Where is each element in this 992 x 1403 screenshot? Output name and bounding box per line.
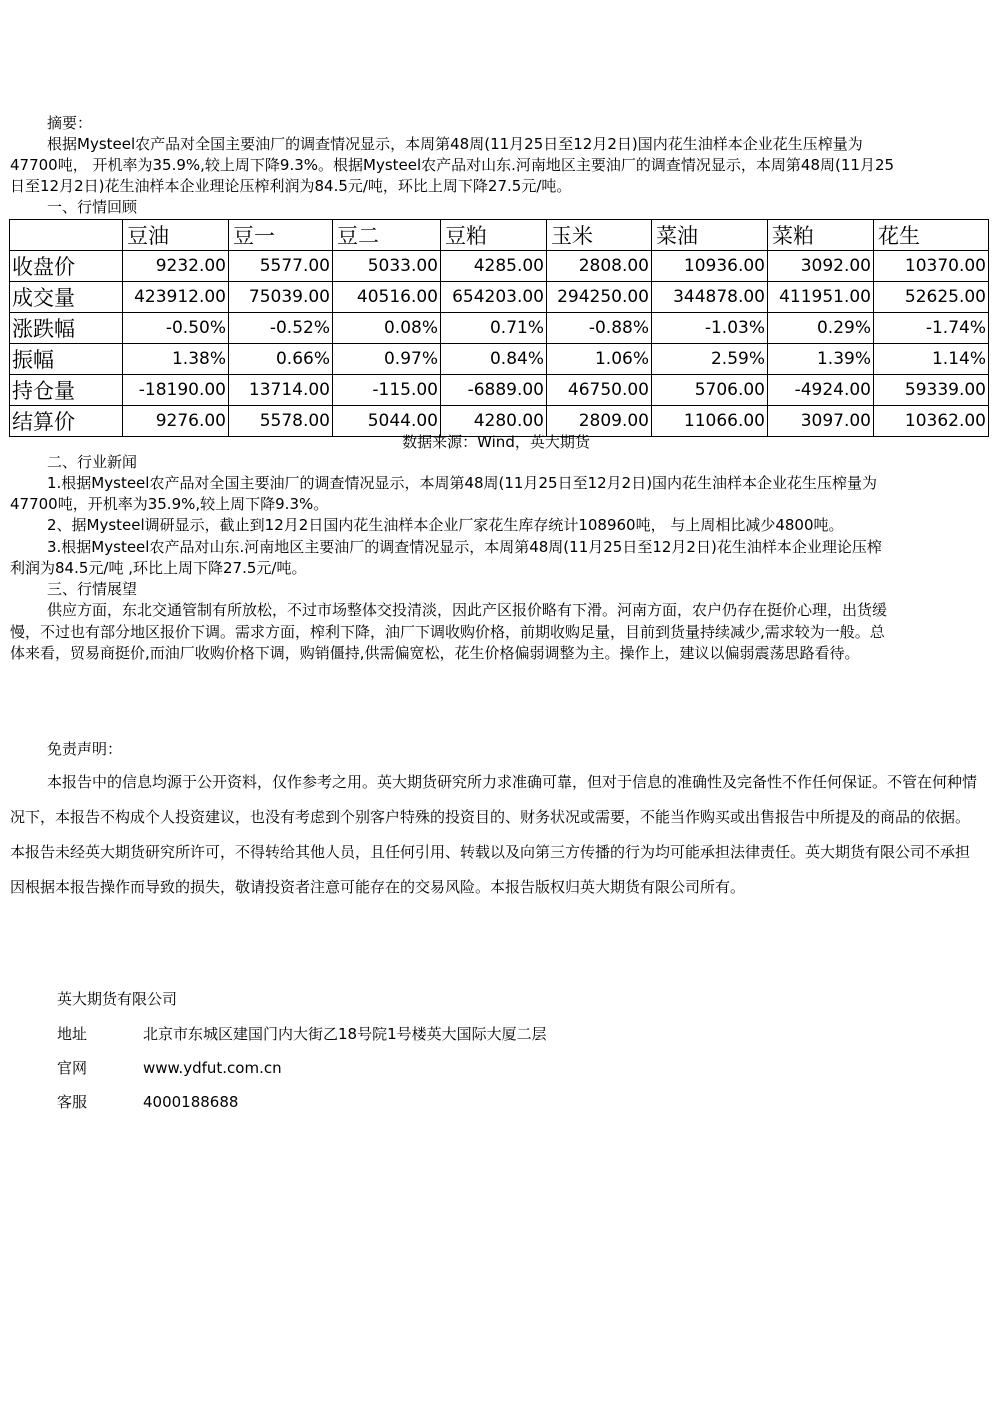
news-line: 1.根据Mysteel农产品对全国主要油厂的调查情况显示，本周第48周(11月25日至12月2日)国内花生油样本企业花生压榨量为: [47, 474, 878, 492]
table-cell: 9232.00: [123, 251, 229, 282]
column-header: 菜粕: [768, 220, 874, 251]
table-row: [10, 282, 989, 313]
table-cell: 10362.00: [874, 406, 989, 437]
table-cell: -115.00: [333, 375, 441, 406]
table-cell: 3097.00: [768, 406, 874, 437]
summary-line: 47700吨， 开机率为35.9%,较上周下降9.3%。根据Mysteel农产品对山东.河南地区主要油厂的调查情况显示，本周第48周(11月25: [10, 156, 895, 174]
news-line: 利润为84.5元/吨 ,环比上周下降27.5元/吨。: [10, 559, 307, 577]
column-header: 花生: [874, 220, 989, 251]
table-cell: 10936.00: [652, 251, 768, 282]
table-cell: 59339.00: [874, 375, 989, 406]
summary-line: 日至12月2日)花生油样本企业理论压榨利润为84.5元/吨，环比上周下降27.5元/吨。: [10, 177, 572, 195]
market-table: [9, 219, 989, 437]
column-header: 玉米: [547, 220, 652, 251]
table-cell: 2809.00: [547, 406, 652, 437]
section-title-market-review: 一、行情回顾: [47, 198, 138, 216]
service-label: 客服: [57, 1093, 88, 1111]
website-label: 官网: [57, 1059, 88, 1077]
summary-line: 根据Mysteel农产品对全国主要油厂的调查情况显示，本周第48周(11月25日至12月2日)国内花生油样本企业花生压榨量为: [47, 135, 863, 153]
table-cell: 5044.00: [333, 406, 441, 437]
service-phone: 4000188688: [143, 1093, 239, 1111]
table-cell: 10370.00: [874, 251, 989, 282]
address-label: 地址: [57, 1025, 88, 1043]
table-cell: 2808.00: [547, 251, 652, 282]
table-cell: 3092.00: [768, 251, 874, 282]
news-line: 47700吨，开机率为35.9%,较上周下降9.3%。: [10, 495, 329, 513]
table-cell: 344878.00: [652, 282, 768, 313]
table-cell: 0.84%: [441, 344, 547, 375]
company-name: 英大期货有限公司: [57, 990, 178, 1008]
table-cell: 13714.00: [229, 375, 333, 406]
table-cell: 0.71%: [441, 313, 547, 344]
table-cell: 46750.00: [547, 375, 652, 406]
contact-website: [57, 1058, 282, 1078]
table-row: [10, 344, 989, 375]
table-cell: 9276.00: [123, 406, 229, 437]
address-value: 北京市东城区建国门内大街乙18号院1号楼英大国际大厦二层: [143, 1025, 547, 1043]
table-corner-cell: [10, 220, 123, 251]
table-cell: 294250.00: [547, 282, 652, 313]
table-cell: 4285.00: [441, 251, 547, 282]
table-row: [10, 313, 989, 344]
outlook-line: 供应方面，东北交通管制有所放松，不过市场整体交投清淡，因此产区报价略有下滑。河南方面，农户仍存在挺价心理，出货缓: [47, 601, 888, 619]
table-cell: 0.66%: [229, 344, 333, 375]
table-cell: 411951.00: [768, 282, 874, 313]
table-cell: -18190.00: [123, 375, 229, 406]
table-cell: 1.38%: [123, 344, 229, 375]
website-link[interactable]: www.ydfut.com.cn: [143, 1059, 282, 1077]
table-cell: 40516.00: [333, 282, 441, 313]
table-cell: 52625.00: [874, 282, 989, 313]
data-source-note: 数据来源：Wind，英大期货: [402, 433, 590, 451]
column-header: 豆油: [123, 220, 229, 251]
column-header: 豆二: [333, 220, 441, 251]
table-cell: 2.59%: [652, 344, 768, 375]
table-cell: 0.29%: [768, 313, 874, 344]
table-cell: 5577.00: [229, 251, 333, 282]
outlook-line: 体来看，贸易商挺价,而油厂收购价格下调，购销僵持,供需偏宽松，花生价格偏弱调整为主。操作上，建议以偏弱震荡思路看待。: [10, 644, 860, 662]
table-cell: -1.03%: [652, 313, 768, 344]
table-cell: 1.39%: [768, 344, 874, 375]
table-cell: 1.06%: [547, 344, 652, 375]
table-header-row: [10, 220, 989, 251]
table-cell: 5706.00: [652, 375, 768, 406]
table-cell: 75039.00: [229, 282, 333, 313]
table-cell: -4924.00: [768, 375, 874, 406]
table-row: [10, 251, 989, 282]
table-cell: -0.88%: [547, 313, 652, 344]
table-cell: 11066.00: [652, 406, 768, 437]
table-cell: 5578.00: [229, 406, 333, 437]
row-label: 结算价: [10, 406, 123, 437]
disclaimer-body: 本报告中的信息均源于公开资料，仅作参考之用。英大期货研究所力求准确可靠，但对于信息的准确性及完备性不作任何保证。不管在何种情况下，本报告不构成个人投资建议，也没有考虑到个别客户特殊的投资目的、财务状况或需要，不能当作购买或出售报告中所提及的商品的依据。本报告未经英大期货研究所许可，不得转给其他人员，且任何引用、转载以及向第三方传播的行为均可能承担法律责任。英大期货有限公司不承担因根据本报告操作而导致的损失，敬请投资者注意可能存在的交易风险。本报告版权归英大期货有限公司所有。: [10, 773, 978, 896]
table-cell: 1.14%: [874, 344, 989, 375]
disclaimer-title: 免责声明：: [47, 740, 123, 758]
table-cell: -6889.00: [441, 375, 547, 406]
summary-heading: 摘要：: [47, 114, 93, 132]
table-cell: 0.08%: [333, 313, 441, 344]
section-title-industry-news: 二、行业新闻: [47, 453, 138, 471]
section-title-outlook: 三、行情展望: [47, 580, 138, 598]
row-label: 成交量: [10, 282, 123, 313]
contact-address: [57, 1024, 547, 1044]
table-cell: 423912.00: [123, 282, 229, 313]
table-cell: -1.74%: [874, 313, 989, 344]
table-cell: -0.50%: [123, 313, 229, 344]
outlook-line: 慢，不过也有部分地区报价下调。需求方面，榨利下降，油厂下调收购价格，前期收购足量，目前到货量持续减少,需求较为一般。总: [10, 623, 885, 641]
column-header: 菜油: [652, 220, 768, 251]
row-label: 持仓量: [10, 375, 123, 406]
table-row: [10, 375, 989, 406]
news-line: 3.根据Mysteel农产品对山东.河南地区主要油厂的调查情况显示，本周第48周(11月25日至12月2日)花生油样本企业理论压榨: [47, 538, 882, 556]
column-header: 豆一: [229, 220, 333, 251]
table-cell: 0.97%: [333, 344, 441, 375]
row-label: 振幅: [10, 344, 123, 375]
table-cell: 5033.00: [333, 251, 441, 282]
row-label: 涨跌幅: [10, 313, 123, 344]
table-cell: 4280.00: [441, 406, 547, 437]
table-cell: 654203.00: [441, 282, 547, 313]
row-label: 收盘价: [10, 251, 123, 282]
table-cell: -0.52%: [229, 313, 333, 344]
column-header: 豆粕: [441, 220, 547, 251]
news-line: 2、据Mysteel调研显示，截止到12月2日国内花生油样本企业厂家花生库存统计108960吨， 与上周相比减少4800吨。: [47, 516, 844, 534]
contact-service: [57, 1092, 239, 1112]
